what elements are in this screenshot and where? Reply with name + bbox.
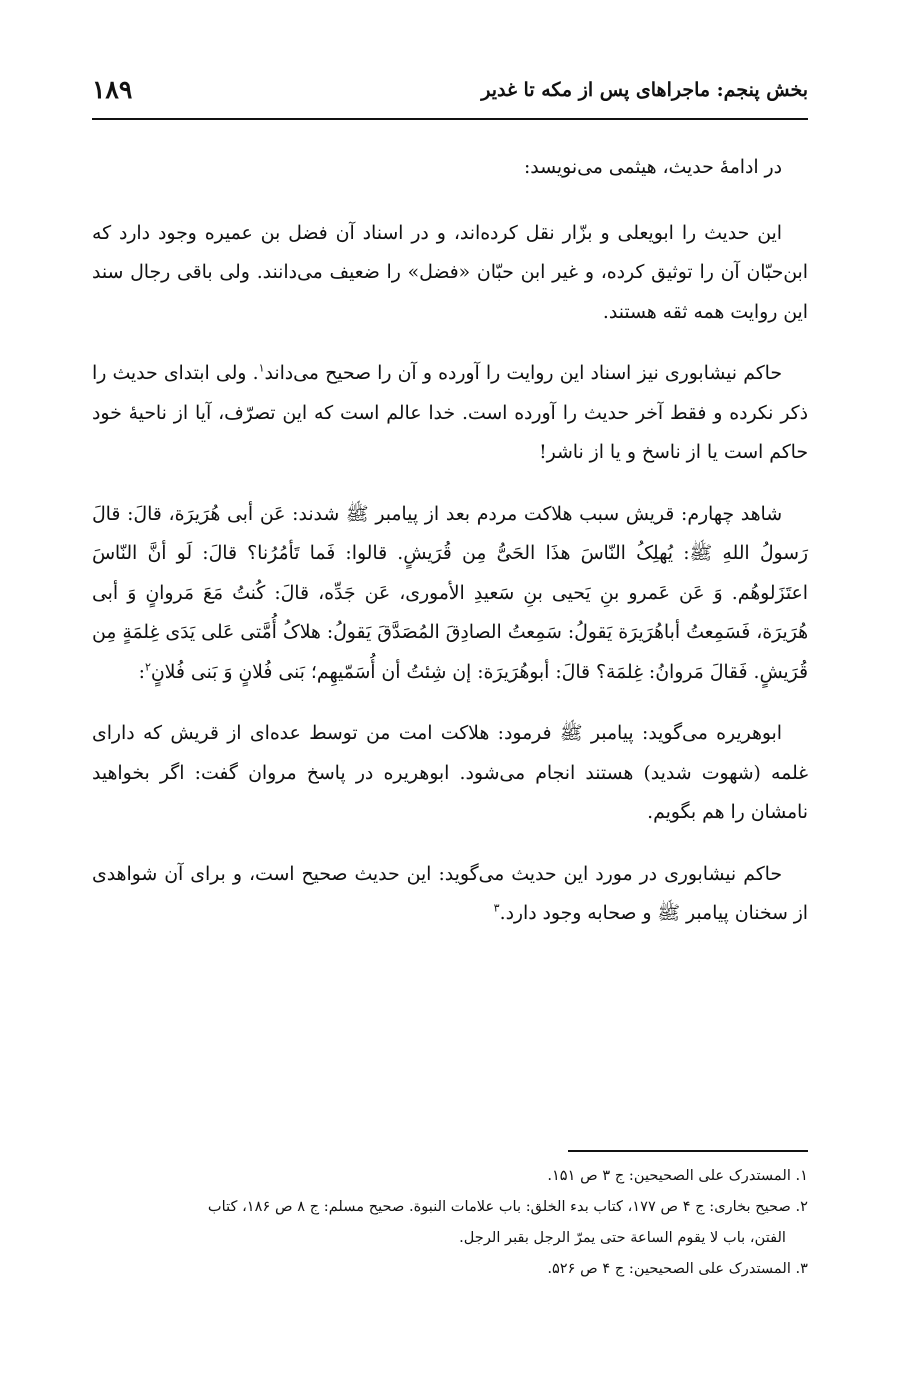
paragraph-3 [92,354,808,473]
footnotes [92,1160,808,1284]
header-rule [92,118,808,120]
page-number: ۱۸۹ [92,75,133,104]
footnote-rule [568,1150,808,1152]
paragraph-3-text-a: حاکم نیشابوری نیز اسناد این روایت را آورده و آن را صحیح می‌داند [264,363,782,384]
paragraph-1: در ادامهٔ حدیث، هیثمی می‌نویسد: [523,157,782,178]
chapter-title: بخش پنجم: ماجراهای پس از مکه تا غدیر [481,79,808,101]
footnote-2: ۲. صحیح بخاری: ج ۴ ص ۱۷۷، کتاب بدء الخلق: باب علامات النبوة. صحیح مسلم: ج ۸ ص ۱۸۶، کتاب [207,1198,808,1215]
footnote-ref-1[interactable]: ۱ [258,361,265,375]
footnote-ref-2[interactable]: ۲ [144,660,151,674]
paragraph-6 [92,855,808,934]
footnote-ref-3[interactable]: ۳ [493,901,500,915]
body-text [92,148,808,956]
running-header [92,62,808,118]
footnote-1: ۱. المستدرک علی الصحیحین: ج ۳ ص ۱۵۱. [547,1167,808,1184]
paragraph-4-text-b: : [138,661,145,683]
paragraph-4-text-a: شاهد چهارم: قریش سبب هلاکت مردم بعد از پیامبر ﷺ شدند: عَن أبی هُرَیرَة، قالَ: قالَ رَسولُ اللهِ ﷺ: یُهلِکُ النّاسَ هذَا الحَیُّ مِن قُرَیشٍ. قالوا: فَما تَأمُرُنا؟ قالَ: لَو أنَّ النّاسَ اعتَزَلوهُم. وَ عَن عَمرو بنِ یَحیی بنِ سَعیدِ الأموری، عَن جَدِّه، قالَ: کُنتُ مَعَ مَروانٍ وَ أبی هُرَیرَة، فَسَمِعتُ أباهُرَیرَة یَقولُ: سَمِعتُ الصادِقَ المُصَدَّقَ یَقولُ: هلاکُ أُمَّتی عَلی یَدَی غِلمَةٍ مِن قُرَیشٍ. فَقالَ مَروانُ: غِلمَة؟ قالَ: أبوهُرَیرَة: إن شِئتُ أن أُسَمّیهِم؛ بَنی فُلانٍ وَ بَنی فُلانٍ [92,503,808,683]
footnote-3: ۳. المستدرک علی الصحیحین: ج ۴ ص ۵۲۶. [547,1260,808,1277]
paragraph-4 [92,495,808,693]
paragraph-3-text-b: . ولی ابتدای حدیث را ذکر نکرده و فقط آخر حدیث را آورده است. خدا عالم است که این تصرّف، آیا از ناحیهٔ خود حاکم است یا از ناسخ و یا از ناشر! [92,363,808,463]
footnote-2-continuation: الفتن، باب لا یقوم الساعة حتی یمرّ الرجل بقبر الرجل. [459,1229,786,1246]
paragraph-6-text: حاکم نیشابوری در مورد این حدیث می‌گوید: این حدیث صحیح است، و برای آن شواهدی از سخنان پیامبر ﷺ و صحابه وجود دارد. [92,863,808,924]
paragraph-2: این حدیث را ابویعلی و بزّار نقل کرده‌اند، و در اسناد آن فضل بن عمیره وجود دارد که ابن‌حبّان آن را توثیق کرده، و غیر ابن حبّان «فضل» را ضعیف می‌دانند. ولی باقی رجال سند این روایت همه ثقه هستند. [92,222,808,323]
paragraph-5: ابوهریره می‌گوید: پیامبر ﷺ فرمود: هلاکت امت من توسط عده‌ای از قریش که دارای غلمه (شهوت شدید) هستند انجام می‌شود. ابوهریره در پاسخ مروان گفت: اگر بخواهید نامشان را هم بگویم. [92,723,808,823]
